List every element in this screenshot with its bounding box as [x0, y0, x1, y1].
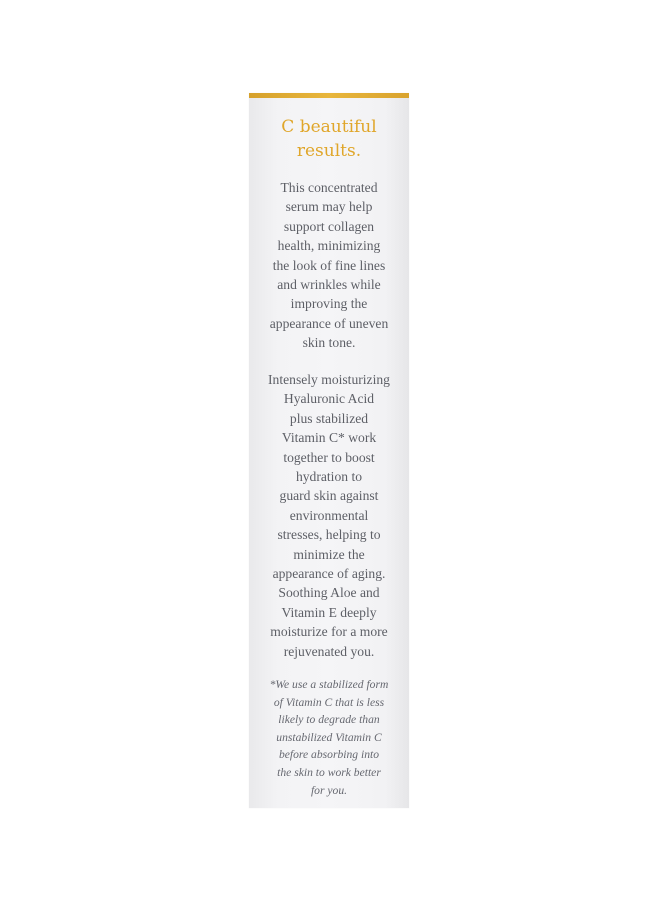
- footnote-line: the skin to work better: [277, 765, 381, 779]
- text-line: serum may help: [285, 199, 373, 215]
- product-box-side-panel: [249, 93, 409, 808]
- text-line: the look of fine lines: [272, 257, 386, 273]
- footnote-line: before absorbing into: [278, 748, 380, 762]
- footnote-line: likely to degrade than: [278, 713, 380, 727]
- text-line: stresses, helping to: [277, 527, 381, 543]
- text-line: minimize the: [293, 546, 365, 562]
- text-line: improving the: [290, 296, 368, 312]
- text-line: appearance of uneven: [269, 315, 389, 331]
- text-line: plus stabilized: [289, 410, 369, 426]
- text-line: skin tone.: [302, 335, 356, 351]
- text-line: together to boost: [283, 449, 375, 465]
- footnote: [255, 676, 403, 799]
- text-line: hydration to: [295, 469, 363, 485]
- footnote-line: for you.: [310, 783, 348, 797]
- text-line: rejuvenated you.: [283, 643, 375, 659]
- footnote-line: *We use a stabilized form: [269, 678, 389, 691]
- text-line: environmental: [289, 507, 369, 523]
- headline-line: C beautiful: [281, 117, 377, 137]
- text-line: Hyaluronic Acid: [283, 391, 375, 407]
- description-paragraph-1: [255, 178, 403, 353]
- text-line: Vitamin E deeply: [281, 604, 377, 620]
- text-line: and wrinkles while: [277, 277, 381, 293]
- headline-line: results.: [296, 141, 362, 161]
- footnote-line: of Vitamin C that is less: [273, 695, 385, 709]
- text-line: Vitamin C* work: [281, 430, 377, 446]
- text-line: guard skin against: [279, 488, 379, 504]
- headline: [249, 115, 409, 163]
- text-line: Soothing Aloe and: [278, 585, 380, 601]
- text-line: moisturize for a more: [270, 624, 388, 640]
- text-line: health, minimizing: [277, 238, 381, 254]
- description-paragraph-2: [255, 370, 403, 661]
- text-line: appearance of aging.: [272, 566, 386, 582]
- text-line: This concentrated: [280, 180, 378, 195]
- text-line: Intensely moisturizing: [268, 372, 390, 387]
- text-line: support collagen: [283, 218, 375, 234]
- footnote-line: unstabilized Vitamin C: [276, 730, 382, 744]
- gold-top-band: [249, 93, 409, 98]
